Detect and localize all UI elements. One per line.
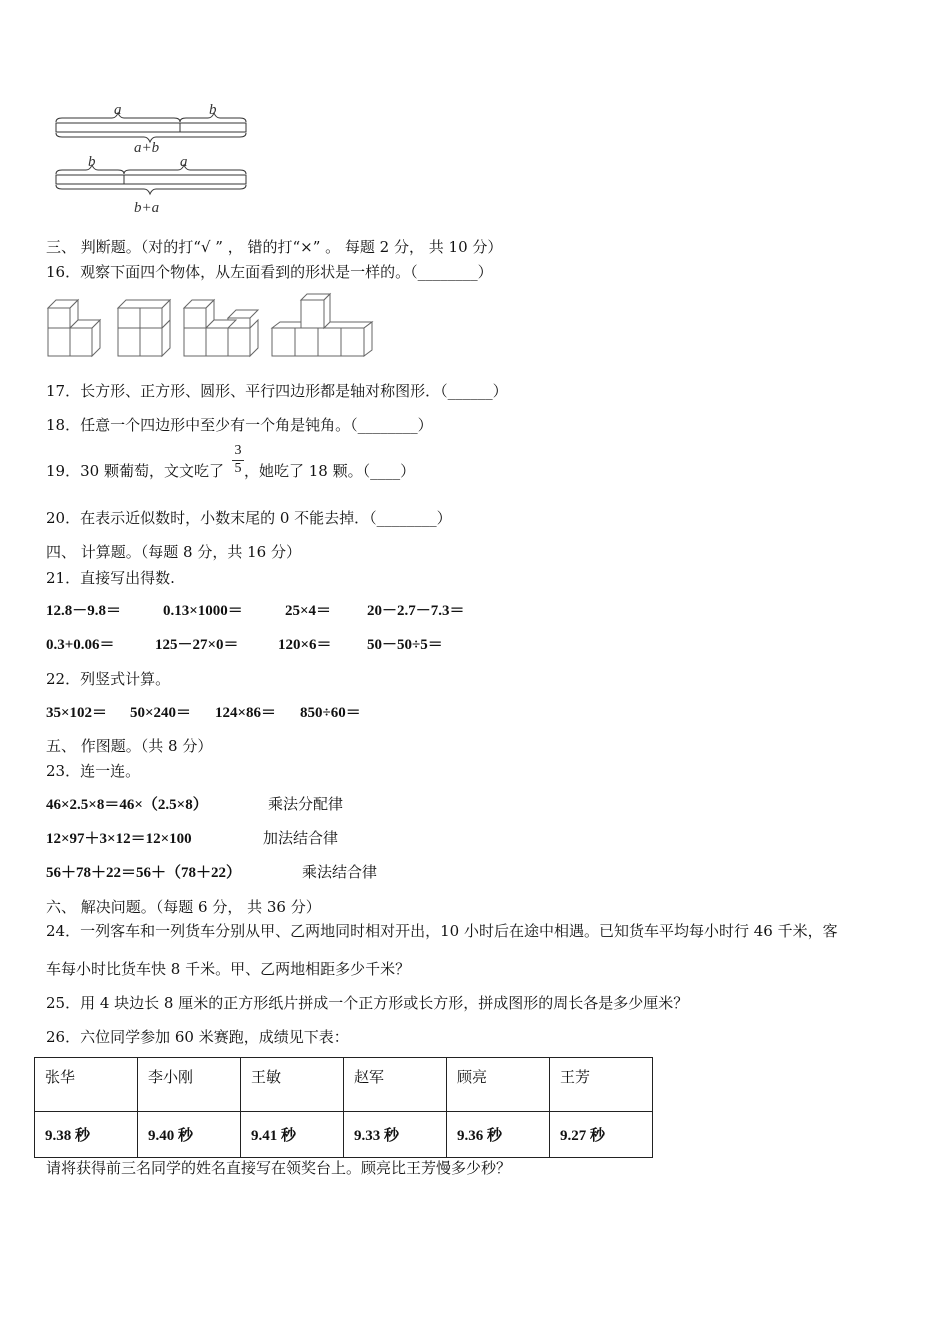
q22-item4: 850÷60＝: [300, 705, 361, 721]
q21-row2-item1: 0.3+0.06＝: [46, 637, 115, 653]
q21-row1-item3: 25×4＝: [285, 603, 332, 619]
cube-figures: [44, 290, 374, 362]
diagram-label-b-top: b: [209, 102, 217, 118]
q22-item2: 50×240＝: [130, 705, 192, 721]
q21-row2-item2: 125－27×0＝: [155, 637, 239, 653]
q22-item3: 124×86＝: [215, 705, 277, 721]
section-3-header: 三、 判断题。（对的打“√ ” ， 错的打“×” 。 每题 2 分， 共 10 分）: [46, 238, 503, 256]
time-cell: 9.38 秒: [35, 1112, 138, 1158]
question-26-title: 26．六位同学参加 60 米赛跑，成绩见下表：: [46, 1028, 349, 1046]
q23-right-item1: 乘法分配律: [268, 795, 344, 813]
question-20: 20．在表示近似数时，小数末尾的 0 不能去掉．（________）: [46, 509, 452, 527]
question-25: 25．用 4 块边长 8 厘米的正方形纸片拼成一个正方形或长方形，拼成图形的周长各是多少厘米？: [46, 994, 689, 1012]
name-cell: 王敏: [241, 1058, 344, 1112]
section-6-header: 六、 解决问题。（每题 6 分， 共 36 分）: [46, 898, 321, 916]
table-row-names: [35, 1058, 653, 1112]
commutative-addition-diagram: [50, 100, 260, 220]
diagram-label-b-bottom: b: [88, 154, 96, 170]
q23-right-item3: 乘法结合律: [302, 863, 378, 881]
time-cell: 9.27 秒: [550, 1112, 653, 1158]
question-24-line2: 车每小时比货车快 8 千米。甲、乙两地相距多少千米？: [46, 960, 411, 978]
diagram-label-a-top: a: [114, 102, 122, 118]
race-results-table: [34, 1057, 653, 1158]
q23-left-item3: 56＋78＋22＝56＋（78＋22）: [46, 865, 242, 881]
q21-row1-item1: 12.8－9.8＝: [46, 603, 122, 619]
section-4-header: 四、 计算题。（每题 8 分，共 16 分）: [46, 543, 301, 561]
question-17: 17．长方形、正方形、圆形、平行四边形都是轴对称图形．（______）: [46, 382, 508, 400]
table-row-times: [35, 1112, 653, 1158]
time-cell: 9.33 秒: [344, 1112, 447, 1158]
time-cell: 9.40 秒: [138, 1112, 241, 1158]
cube-figure-2: [118, 300, 170, 356]
diagram-label-sum-top: a+b: [134, 140, 160, 156]
q23-left-item2: 12×97＋3×12＝12×100: [46, 831, 192, 847]
q21-row1-item4: 20－2.7－7.3＝: [367, 603, 465, 619]
q22-item1: 35×102＝: [46, 705, 108, 721]
q21-row2-item4: 50－50÷5＝: [367, 637, 443, 653]
cube-figure-4: [272, 294, 372, 356]
q23-left-item1: 46×2.5×8＝46×（2.5×8）: [46, 797, 208, 813]
question-19-text-after: ，她吃了 18 颗。（____）: [243, 462, 416, 480]
fraction-numerator: 3: [234, 443, 242, 458]
diagram-label-sum-bottom: b+a: [134, 200, 160, 216]
name-cell: 王芳: [550, 1058, 653, 1112]
cube-figure-3: [184, 300, 258, 356]
q21-row2-item3: 120×6＝: [278, 637, 332, 653]
question-23-title: 23．连一连。: [46, 762, 141, 780]
name-cell: 李小刚: [138, 1058, 241, 1112]
time-cell: 9.41 秒: [241, 1112, 344, 1158]
name-cell: 张华: [35, 1058, 138, 1112]
section-5-header: 五、 作图题。（共 8 分）: [46, 737, 213, 755]
question-22-title: 22．列竖式计算。: [46, 670, 171, 688]
time-cell: 9.36 秒: [447, 1112, 550, 1158]
q21-row1-item2: 0.13×1000＝: [163, 603, 243, 619]
name-cell: 顾亮: [447, 1058, 550, 1112]
question-24-line1: 24．一列客车和一列货车分别从甲、乙两地同时相对开出，10 小时后在途中相遇。已知货车平均每小时行 46 千米，客: [46, 922, 838, 940]
question-19-text-before: 19．30 颗葡萄，文文吃了: [46, 462, 224, 480]
q23-right-item2: 加法结合律: [263, 829, 339, 847]
cube-figure-1: [48, 300, 100, 356]
question-18: 18．任意一个四边形中至少有一个角是钝角。（________）: [46, 416, 433, 434]
question-16: 16．观察下面四个物体，从左面看到的形状是一样的。（________）: [46, 263, 493, 281]
name-cell: 赵军: [344, 1058, 447, 1112]
question-26-prompt: 请将获得前三名同学的姓名直接写在领奖台上。顾亮比王芳慢多少秒？: [46, 1159, 512, 1177]
fraction-denominator: 5: [234, 461, 242, 476]
diagram-label-a-bottom: a: [180, 154, 188, 170]
question-21-title: 21．直接写出得数.: [46, 569, 175, 587]
